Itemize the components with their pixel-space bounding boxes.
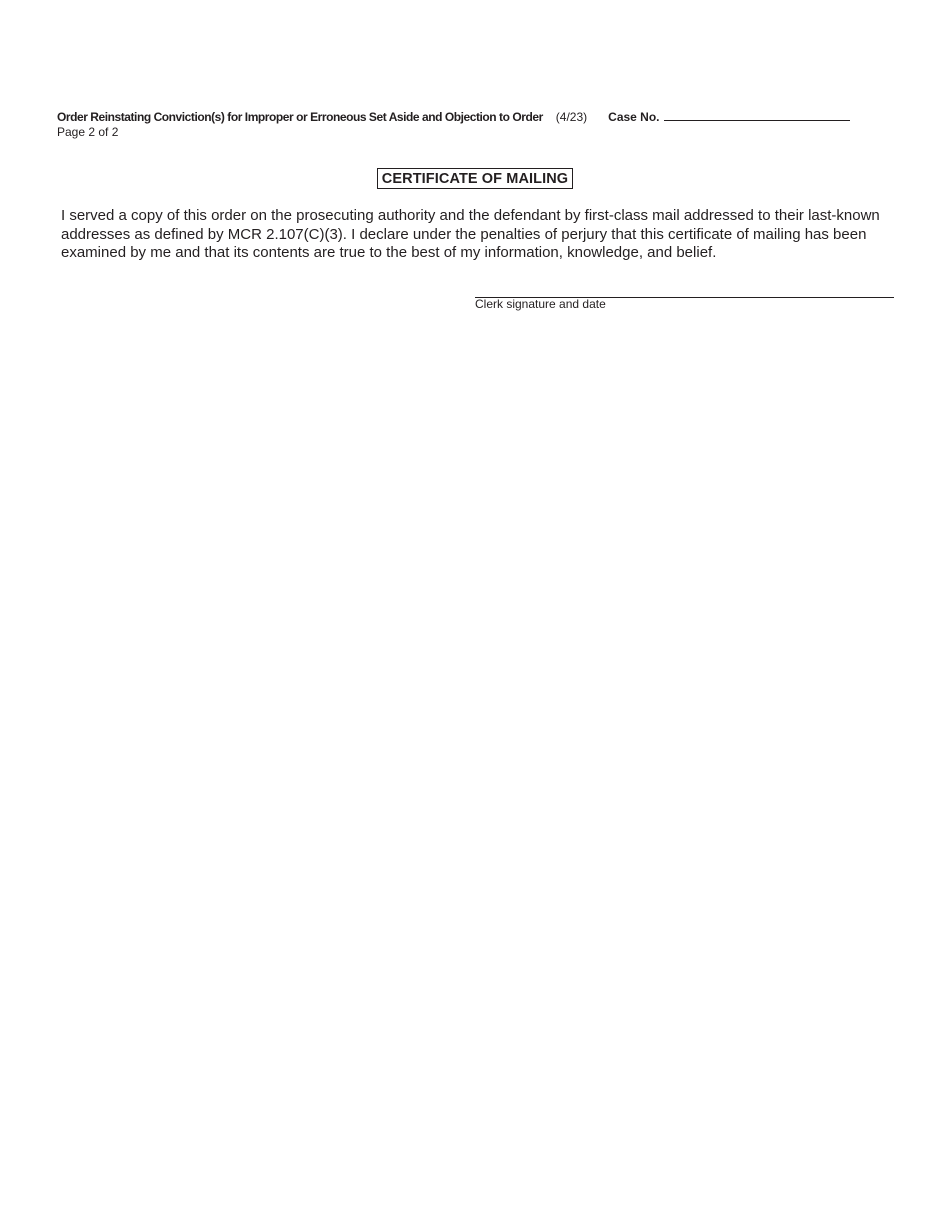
- form-header-line: [57, 108, 894, 124]
- form-title: Order Reinstating Conviction(s) for Improper or Erroneous Set Aside and Objection to Order: [57, 110, 543, 124]
- case-number-field[interactable]: [664, 108, 850, 121]
- page-number: Page 2 of 2: [57, 125, 119, 139]
- certificate-title: CERTIFICATE OF MAILING: [377, 168, 573, 189]
- case-number-label: Case No.: [608, 110, 660, 124]
- clerk-signature-label: Clerk signature and date: [475, 297, 606, 311]
- form-header: [57, 108, 894, 139]
- certificate-title-wrap: [0, 168, 950, 189]
- form-version: (4/23): [555, 110, 588, 124]
- certificate-body: I served a copy of this order on the prosecuting authority and the defendant by first-class mail addressed to their last-known addresses as defined by MCR 2.107(C)(3). I declare under the penalties of perjury that this certificate of mailing has been examined by me and that its contents are true to the best of my information, knowledge, and belief.: [61, 207, 880, 261]
